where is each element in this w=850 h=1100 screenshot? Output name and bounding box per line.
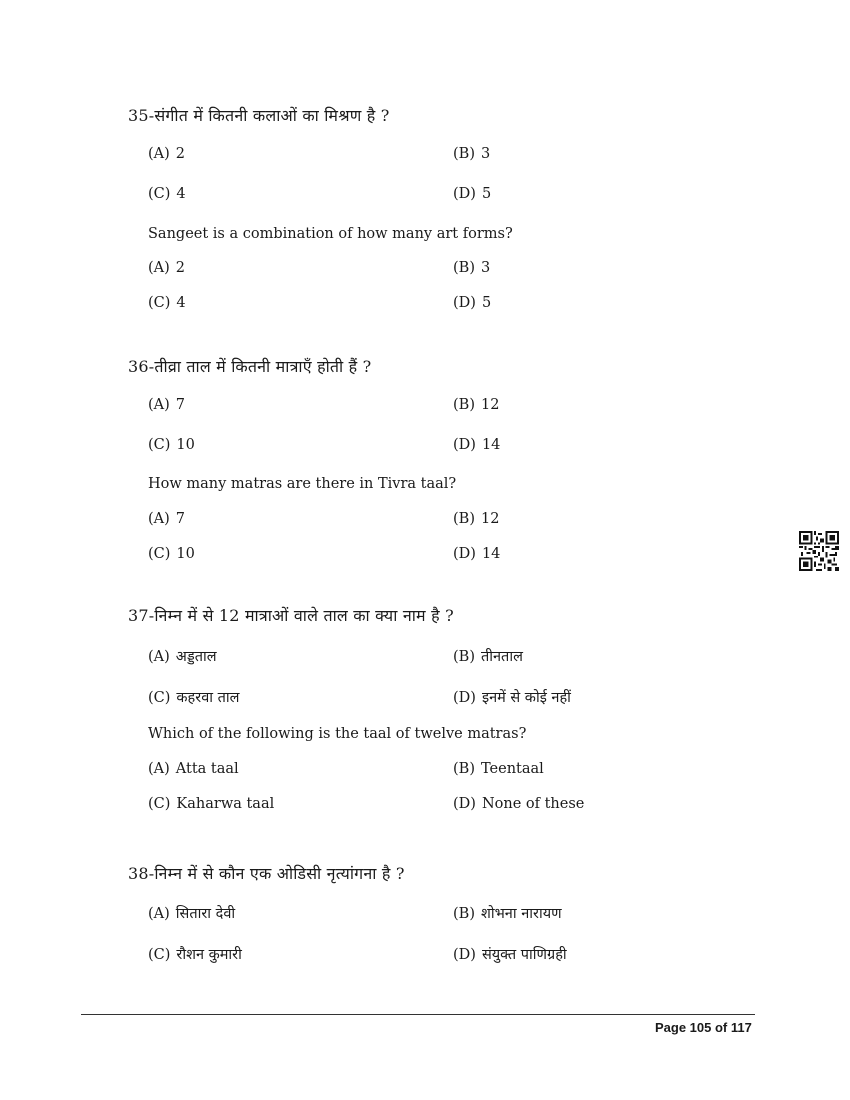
question-37-hindi: 37-निम्न में से 12 मात्राओं वाले ताल का क्या नाम है ? xyxy=(128,606,454,625)
q36-hindi-option-d: (D) 14 xyxy=(453,437,501,453)
q36-english-option-c: (C) 10 xyxy=(148,546,195,562)
question-38-hindi: 38-निम्न में से कौन एक ओडिसी नृत्यांगना है ? xyxy=(128,864,405,883)
q35-hindi-option-d: (D) 5 xyxy=(453,186,492,202)
q35-hindi-option-c: (C) 4 xyxy=(148,186,186,202)
q38-hindi-option-a: (A) सितारा देवी xyxy=(148,906,236,922)
question-35-english: Sangeet is a combination of how many art forms? xyxy=(148,226,513,242)
q38-hindi-option-b: (B) शोभना नारायण xyxy=(453,906,562,922)
question-35-hindi: 35-संगीत में कितनी कलाओं का मिश्रण है ? xyxy=(128,106,390,125)
q37-english-option-a: (A) Atta taal xyxy=(148,761,239,777)
question-37-english: Which of the following is the taal of twelve matras? xyxy=(148,726,527,742)
q37-english-option-b: (B) Teentaal xyxy=(453,761,544,777)
q36-hindi-option-a: (A) 7 xyxy=(148,397,186,413)
q36-hindi-option-c: (C) 10 xyxy=(148,437,195,453)
q37-hindi-option-a: (A) अड्डताल xyxy=(148,649,217,665)
qr-code-icon xyxy=(799,531,839,571)
q35-hindi-option-a: (A) 2 xyxy=(148,146,186,162)
q37-hindi-option-c: (C) कहरवा ताल xyxy=(148,690,240,706)
q35-english-option-a: (A) 2 xyxy=(148,260,186,276)
q37-english-option-c: (C) Kaharwa taal xyxy=(148,796,275,812)
q35-hindi-option-b: (B) 3 xyxy=(453,146,491,162)
q35-english-option-c: (C) 4 xyxy=(148,295,186,311)
footer-divider xyxy=(81,1014,755,1015)
q37-hindi-option-d: (D) इनमें से कोई नहीं xyxy=(453,690,571,706)
q35-english-option-b: (B) 3 xyxy=(453,260,491,276)
q38-hindi-option-d: (D) संयुक्त पाणिग्रही xyxy=(453,947,567,963)
q36-english-option-a: (A) 7 xyxy=(148,511,186,527)
q36-hindi-option-b: (B) 12 xyxy=(453,397,500,413)
question-36-english: How many matras are there in Tivra taal? xyxy=(148,476,457,492)
q36-english-option-d: (D) 14 xyxy=(453,546,501,562)
page-number: Page 105 of 117 xyxy=(655,1020,752,1035)
q37-hindi-option-b: (B) तीनताल xyxy=(453,649,523,665)
q35-english-option-d: (D) 5 xyxy=(453,295,492,311)
q37-english-option-d: (D) None of these xyxy=(453,796,585,812)
q36-english-option-b: (B) 12 xyxy=(453,511,500,527)
q38-hindi-option-c: (C) रौशन कुमारी xyxy=(148,947,242,963)
question-36-hindi: 36-तीव्रा ताल में कितनी मात्राएँ होती हैं ? xyxy=(128,357,372,376)
